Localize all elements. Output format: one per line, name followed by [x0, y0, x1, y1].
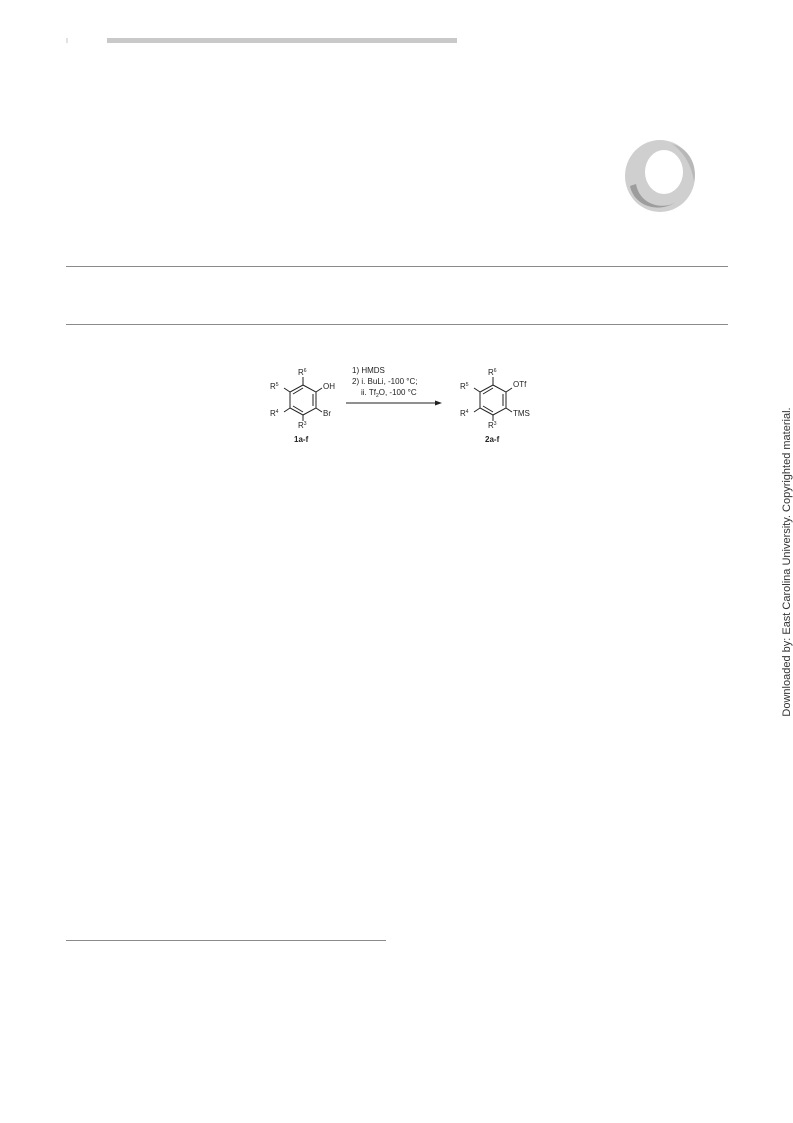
reaction-arrow-head [435, 401, 442, 406]
reactant-bond-r5 [284, 388, 290, 392]
product-r3: $R^3$ [488, 421, 497, 430]
reactant-br: Br [323, 409, 331, 418]
reactant-r5: $R^5$ [270, 382, 279, 391]
reactant-structure [284, 377, 322, 421]
footnote-rule [66, 940, 386, 941]
product-inner-bond [483, 406, 493, 412]
product-tms: TMS [513, 409, 530, 418]
header-mark [66, 38, 68, 43]
product-otf: OTf [513, 380, 527, 389]
reactant-label: 1a-f [294, 435, 309, 444]
product-structure [474, 377, 512, 421]
product-r4: $R^4$ [460, 409, 469, 418]
journal-logo [620, 136, 700, 216]
reaction-scheme [250, 358, 550, 458]
product-label: 2a-f [485, 435, 500, 444]
reactant-bond-br [316, 408, 322, 412]
condition-line-1: 1) HMDS [352, 366, 385, 375]
logo-inner-hole [645, 150, 683, 194]
product-bond-otf [506, 388, 512, 392]
reactant-inner-bond [293, 406, 303, 412]
condition-line-2: 2) i. BuLi, -100 °C; [352, 377, 418, 386]
condition-line-3: ii. $Tf_2O$, -100 °C [361, 388, 417, 399]
reactant-oh: OH [323, 382, 335, 391]
reactant-ring [290, 385, 316, 415]
header-bar [107, 38, 457, 43]
product-bond-r5 [474, 388, 480, 392]
section-rule-bottom [66, 324, 728, 325]
reaction-conditions [352, 366, 417, 399]
product-bond-r4 [474, 408, 480, 412]
product-r6: $R^6$ [488, 368, 497, 377]
reactant-inner-bond [293, 388, 303, 394]
section-rule-top [66, 266, 728, 267]
product-inner-bond [483, 388, 493, 394]
product-r5: $R^5$ [460, 382, 469, 391]
product-ring [480, 385, 506, 415]
reactant-r4: $R^4$ [270, 409, 279, 418]
reactant-r3: $R^3$ [298, 421, 307, 430]
product-bond-tms [506, 408, 512, 412]
download-notice: Downloaded by: East Carolina University. Copyrighted material. [781, 407, 793, 717]
reactant-bond-r4 [284, 408, 290, 412]
reactant-r6: $R^6$ [298, 368, 307, 377]
reactant-bond-oh [316, 388, 322, 392]
